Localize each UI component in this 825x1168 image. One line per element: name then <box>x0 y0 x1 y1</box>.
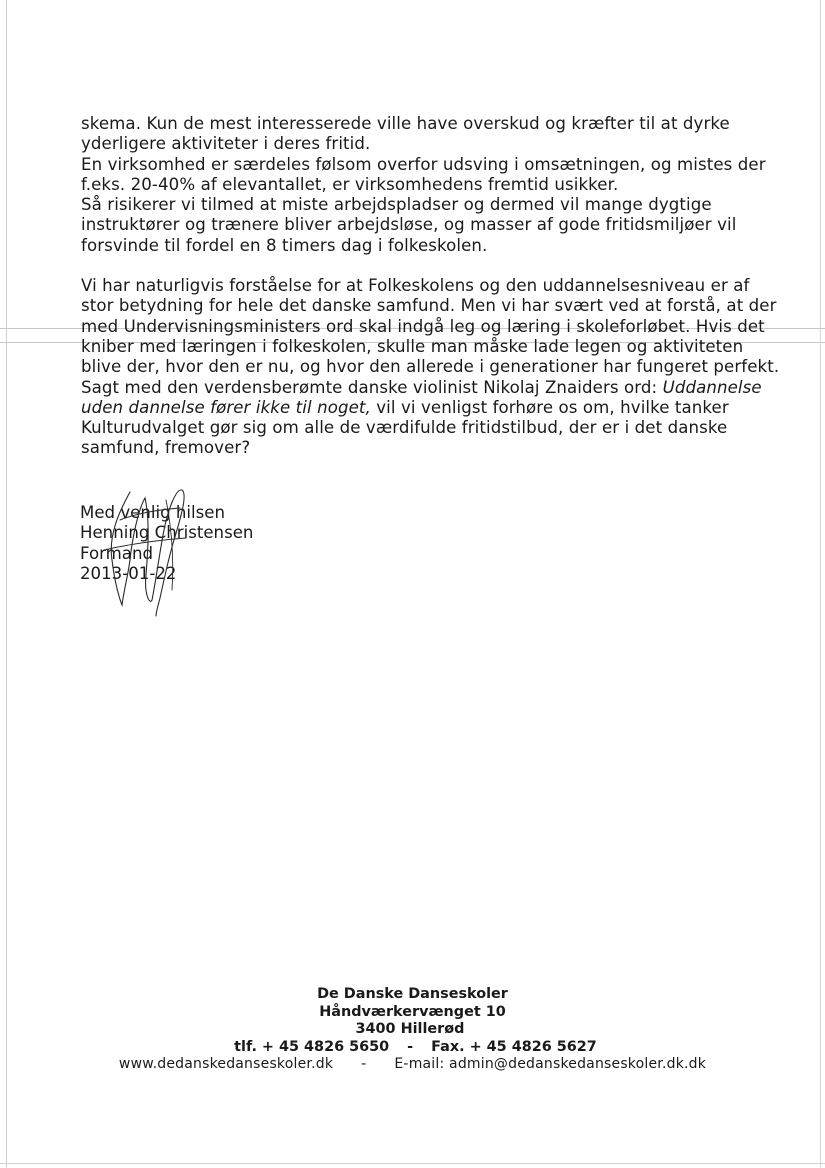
letter-body <box>81 114 781 459</box>
closing-title: Formand <box>80 543 154 563</box>
org-name: De Danske Danseskoler <box>317 986 508 1002</box>
website-link[interactable]: www.dedanskedanseskoler.dk <box>118 1056 334 1073</box>
letter-paragraph <box>81 276 781 459</box>
org-city: 3400 Hillerød <box>355 1021 465 1038</box>
letter-line: En virksomhed er særdeles følsom overfor udsving i omsætningen, og mistes der f.eks. 20-40% af elevantallet, er virksomhedens fremtid usikker. <box>81 154 766 194</box>
letter-line: Så risikerer vi tilmed at miste arbejdspladser og dermed vil mange dygtige instruktører og trænere bliver arbejdsløse, og masser af gode fritidsmiljøer vil forsvinde til fordel en 8 timers dag i folkeskolen. <box>81 195 737 255</box>
page-bottom-edge <box>0 1163 825 1164</box>
signature-mark <box>90 480 200 620</box>
closing-greeting: Med venlig hilsen <box>80 503 226 522</box>
fax-number: Fax. + 45 4826 5627 <box>431 1038 597 1055</box>
paragraph-text: vil vi venligst forhøre os om, hvilke tanker Kulturudvalget gør sig om alle de værdifulde fritidstilbud, der er i det danske samfund, fremover? <box>81 397 729 458</box>
email-link[interactable]: E-mail: admin@dedanskedanseskoler.dk.dk <box>394 1056 707 1073</box>
letterhead-footer <box>0 986 825 1074</box>
quote-text: Uddannelse uden dannelse fører ikke til noget, <box>81 377 762 417</box>
separator: - <box>407 1038 414 1055</box>
closing-name: Henning Christensen <box>80 523 254 543</box>
separator: - <box>361 1056 367 1073</box>
phone-number: tlf. + 45 4826 5650 <box>234 1038 390 1055</box>
closing-date: 2013-01-22 <box>80 563 177 583</box>
paragraph-text: Vi har naturligvis forståelse for at Folkeskolens og den uddannelsesniveau er af stor betydning for hele det danske samfund. Men vi har svært ved at forstå, at der med Undervisningsministers ord skal indgå leg og læring i skoleforløbet. Hvis det kniber med læringen i folkeskolen, skulle man måske lade legen og aktiviteten blive der, hvor den er nu, og hvor den allerede i generationer har fungeret perfekt. Sagt med den verdensberømte danske violinist Nikolaj Znaiders ord: <box>81 276 780 397</box>
contact-phone-row <box>6 1039 825 1057</box>
org-street: Håndværkervænget 10 <box>319 1003 506 1020</box>
contact-web-row <box>0 1056 825 1074</box>
letter-line: skema. Kun de mest interesserede ville have overskud og kræfter til at dyrke yderligere aktiviteter i deres fritid. <box>81 114 730 154</box>
